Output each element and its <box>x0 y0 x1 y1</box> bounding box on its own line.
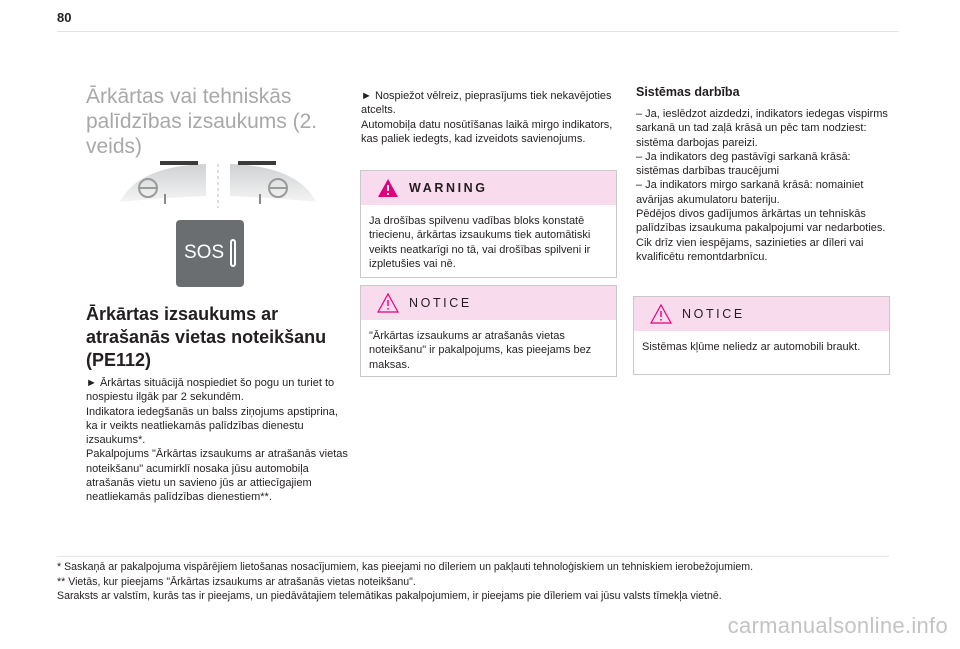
system-operation-text: – Ja, ieslēdzot aizdedzi, indikators iedegas vispirms sarkanā un tad zaļā krāsā un pēc tam nodziest: sistēma darbojas pareizi. – Ja indikators deg pastāvīgi sarkanā krāsā: sistēmas darbības traucējumi – Ja indikators mirgo sarkanā krāsā: nomainiet avārijas akumulatoru bateriju. Pēdējos divos gadījumos ārkārtas un tehniskās palīdzības izsaukuma pakalpojumi var nedarboties. Cik drīz vien iespējams, sazinieties ar dīleri vai kvalificētu remontdarbnīcu. <box>636 108 888 263</box>
top-divider <box>57 31 899 32</box>
cancel-call-instructions: ► Nospiežot vēlreiz, pieprasījums tiek nekavējoties atcelts. Automobiļa datu nosūtīšanas laikā mirgo indikators, kas paliek iedegts, kad izveidots savienojums. <box>361 90 613 145</box>
warning-box-title: WARNING <box>409 181 488 195</box>
footnotes: * Saskaņā ar pakalpojuma vispārējiem lietošanas nosacījumiem, kas pieejami no dīleriem un pakļauti tehnoloģiskiem un tehniskiem ierobežojumiem. ** Vietās, kur pieejams "Ārkārtas izsaukums ar atrašanās vietas noteikšanu". Saraksts ar valstīm, kurās tas ir pieejams, un piedāvātajiem telemātikas pakalpojumiem, ir pieejams pie dīleriem vai jūsu valsts tīmekļa vietnē. <box>57 561 754 603</box>
notice-box <box>633 296 890 375</box>
sos-indicator-light <box>230 239 236 267</box>
notice-box-title: NOTICE <box>682 307 745 321</box>
notice-box <box>360 285 617 377</box>
system-operation-title: Sistēmas darbība <box>636 85 740 99</box>
watermark: carmanualsonline.info <box>727 613 948 638</box>
notice-box-text: Sistēmas kļūme neliedz ar automobili braukt. <box>642 341 861 353</box>
notice-box-header <box>634 297 889 331</box>
footnote-divider <box>57 556 889 557</box>
section-title: Ārkārtas vai tehniskās palīdzības izsaukums (2. veids) <box>86 85 318 158</box>
notice-box-header <box>361 286 616 320</box>
warning-triangle-icon <box>377 293 399 313</box>
warning-box-text: Ja drošības spilvenu vadības bloks konstatē triecienu, ārkārtas izsaukums tiek automātiski veikts neatkarīgi no tā, vai drošības spilveni ir izpletušies vai nē. <box>369 215 591 270</box>
subsection-title: Ārkārtas izsaukums ar atrašanās vietas noteikšanu (PE112) <box>86 304 327 370</box>
warning-triangle-icon <box>650 304 672 324</box>
notice-box-text: "Ārkārtas izsaukums ar atrašanās vietas noteikšanu" ir pakalpojums, kas pieejams bez maksas. <box>369 330 592 371</box>
warning-triangle-icon <box>377 178 399 198</box>
emergency-call-instructions: ► Ārkārtas situācijā nospiediet šo pogu un turiet to nospiestu ilgāk par 2 sekundēm. Indikatora iedegšanās un balss ziņojums apstiprina, ka ir veikts neatliekamās palīdzības dienestu izsaukums*. Pakalpojums "Ārkārtas izsaukums ar atrašanās vietas noteikšanu" acumirklī nosaka jūsu automobiļa atrašanās vietu un savieno jūs ar attiecīgajiem neatliekamās palīdzības dienestiem**. <box>86 377 348 504</box>
left-dashboard-shape <box>120 164 206 202</box>
notice-box-title: NOTICE <box>409 296 472 310</box>
warning-box-header <box>361 171 616 205</box>
dashboard-illustration <box>118 158 318 213</box>
warning-box <box>360 170 617 278</box>
page-number: 80 <box>57 10 72 25</box>
sos-button-illustration <box>176 220 244 287</box>
sos-button-label: SOS <box>184 242 225 263</box>
